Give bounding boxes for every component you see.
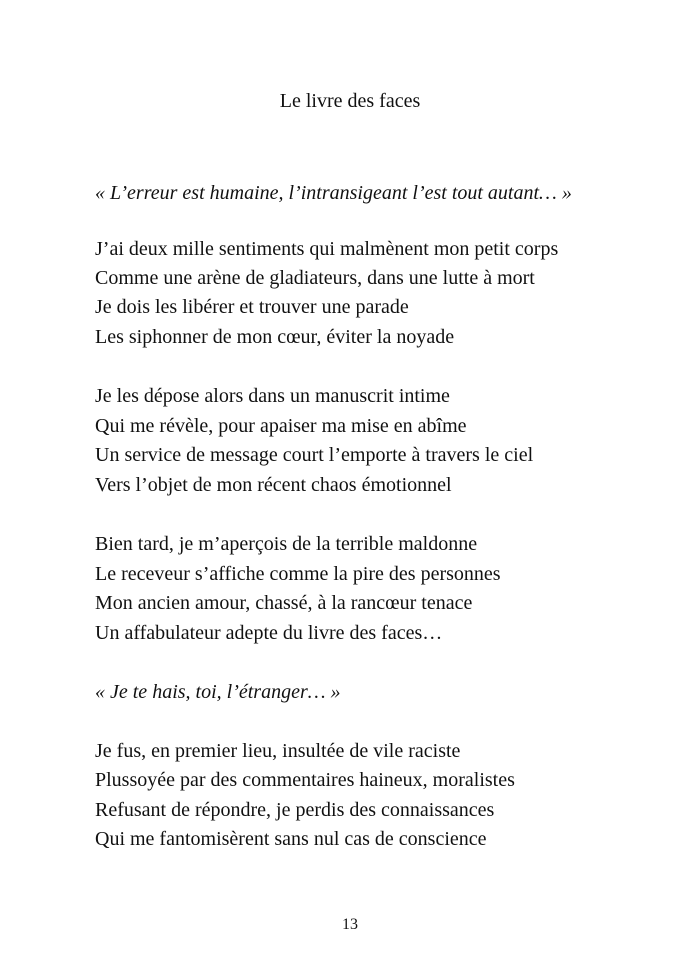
verse-line: Comme une arène de gladiateurs, dans une lutte à mort <box>95 267 535 289</box>
verse-line: Refusant de répondre, je perdis des connaissances <box>95 799 495 821</box>
verse-line: Plussoyée par des commentaires haineux, moralistes <box>95 769 515 791</box>
verse-line: Un service de message court l’emporte à travers le ciel <box>95 444 534 466</box>
verse-line: Qui me fantomisèrent sans nul cas de conscience <box>95 828 487 850</box>
verse-line: Je les dépose alors dans un manuscrit intime <box>95 385 450 407</box>
verse-line: Mon ancien amour, chassé, à la rancœur tenace <box>95 592 473 614</box>
epigraph-line: « L’erreur est humaine, l’intransigeant l’est tout autant… » <box>95 182 572 204</box>
verse-line: Qui me révèle, pour apaiser ma mise en abîme <box>95 415 467 437</box>
page-number: 13 <box>342 916 358 933</box>
verse-line: J’ai deux mille sentiments qui malmènent mon petit corps <box>95 238 559 260</box>
verse-line: Je fus, en premier lieu, insultée de vile raciste <box>95 740 461 762</box>
verse-line: Le receveur s’affiche comme la pire des personnes <box>95 563 501 585</box>
epigraph-line: « Je te hais, toi, l’étranger… » <box>95 681 341 703</box>
verse-line: Un affabulateur adepte du livre des faces… <box>95 622 443 644</box>
verse-line: Vers l’objet de mon récent chaos émotionnel <box>95 474 452 496</box>
verse-line: Je dois les libérer et trouver une parade <box>95 296 409 318</box>
poem-title: Le livre des faces <box>279 90 421 112</box>
verse-line: Bien tard, je m’aperçois de la terrible maldonne <box>95 533 478 555</box>
verse-line: Les siphonner de mon cœur, éviter la noyade <box>95 326 455 348</box>
